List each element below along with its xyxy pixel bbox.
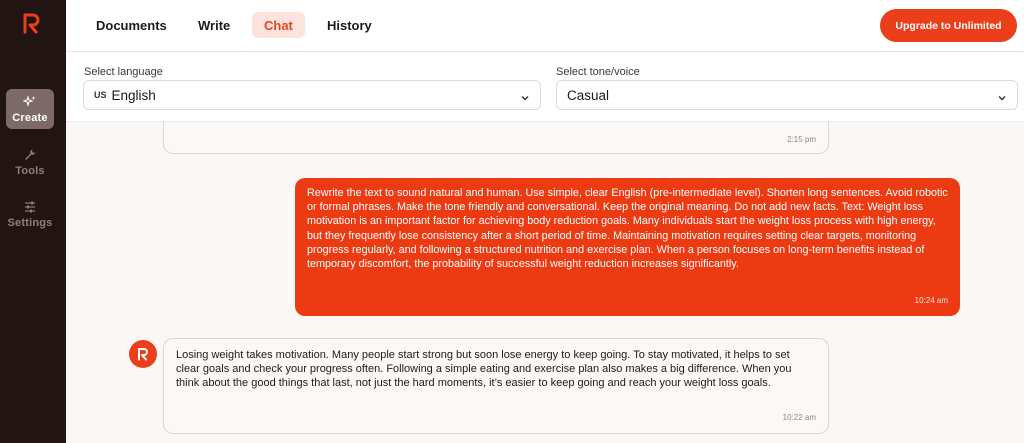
language-select[interactable] xyxy=(83,80,541,110)
app-logo-icon xyxy=(136,347,150,361)
wrench-icon xyxy=(23,148,37,162)
tone-label: Select tone/voice xyxy=(556,66,640,78)
message-text: Losing weight takes motivation. Many people start strong but soon lose energy to keep going. To stay motivated, it helps to set clear goals and check your progress often. Following a simple eating and exercise plan also makes a big difference. When you think about the good things that last, not just the hard moments, it’s easier to keep going and reach your weight loss goals. xyxy=(176,349,792,389)
sliders-icon xyxy=(23,200,37,214)
tab-chat[interactable]: Chat xyxy=(252,12,305,38)
tab-documents[interactable]: Documents xyxy=(96,17,167,33)
assistant-avatar xyxy=(129,340,157,368)
message-time: 2:15 pm xyxy=(787,135,816,144)
chevron-down-icon xyxy=(997,90,1007,100)
tone-select[interactable] xyxy=(556,80,1018,110)
sparkle-icon xyxy=(23,95,37,109)
chat-area[interactable] xyxy=(66,122,1024,443)
language-value: English xyxy=(111,87,156,103)
message-time: 10:24 am xyxy=(914,296,948,305)
sidebar-item-label: Settings xyxy=(7,216,53,229)
sidebar-item-label: Create xyxy=(12,111,48,124)
tab-write[interactable]: Write xyxy=(198,17,231,33)
message-time: 10:22 am xyxy=(782,413,816,422)
language-label: Select language xyxy=(84,66,163,78)
message-text: Rewrite the text to sound natural and human. Use simple, clear English (pre-intermediate level). Shorten long sentences. Avoid robotic or formal phrases. Make the tone friendly and conversational. Keep the original meaning. Do not add new facts. Text: Weight loss motivation is an important factor for achieving body reduction goals. Many individuals start the weight loss process with high energy, but they frequently lose consistency after a short period of time. Maintaining motivation requires setting clear targets, monitoring progress regularly, and following a structured nutrition and exercise plan. When a person focuses on long-term benefits instead of temporary discomfort, the probability of successful weight reduction increases significantly. xyxy=(307,187,948,271)
app-logo-icon[interactable] xyxy=(21,12,43,34)
tab-history[interactable]: History xyxy=(327,17,372,33)
sidebar xyxy=(0,0,66,443)
assistant-message xyxy=(163,338,829,434)
user-message xyxy=(295,178,960,316)
options-bar xyxy=(66,52,1024,122)
top-navigation xyxy=(66,0,1024,52)
tone-value: Casual xyxy=(567,87,610,103)
language-flag: US xyxy=(94,90,107,100)
upgrade-button[interactable]: Upgrade to Unlimited xyxy=(880,9,1017,42)
sidebar-item-settings[interactable] xyxy=(6,194,54,234)
chevron-down-icon xyxy=(520,90,530,100)
assistant-message xyxy=(163,122,829,154)
sidebar-item-create[interactable] xyxy=(6,89,54,129)
sidebar-item-tools[interactable] xyxy=(6,142,54,182)
sidebar-item-label: Tools xyxy=(15,164,45,177)
